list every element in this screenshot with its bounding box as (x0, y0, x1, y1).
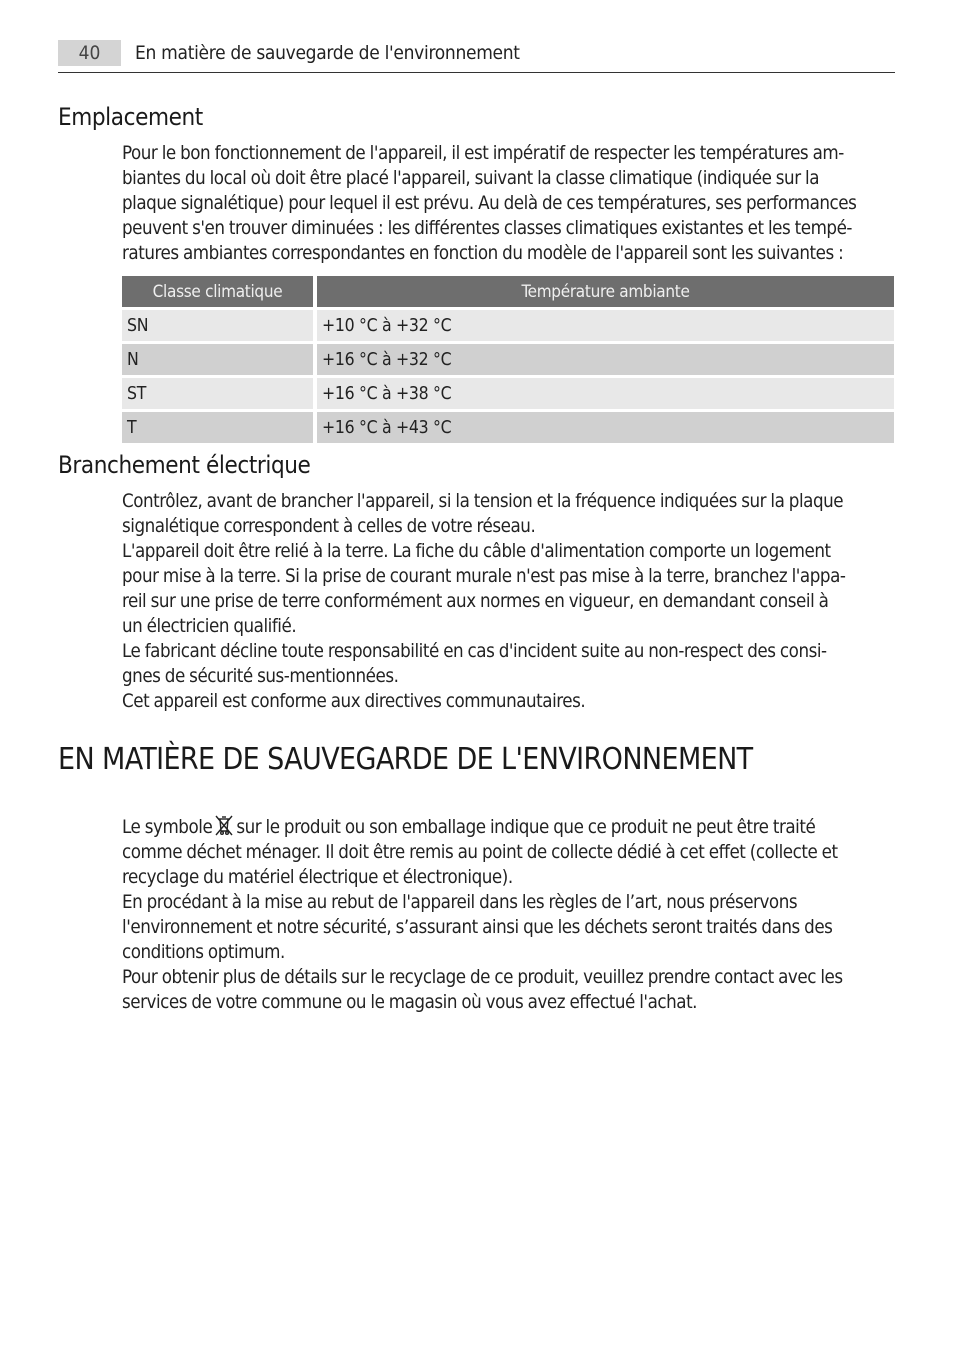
text-line: L'appareil doit être relié à la terre. La fiche du câble d'alimentation comporte un logement (122, 541, 831, 562)
text-line: ratures ambiantes correspondantes en fonction du modèle de l'appareil sont les suivantes : (122, 243, 844, 264)
text-line: conditions optimum. (122, 942, 285, 963)
section-title-environnement: EN MATIÈRE DE SAUVEGARDE DE L'ENVIRONNEMENT (58, 742, 753, 777)
table-cell: +16 °C à +32 °C (313, 344, 894, 375)
text-after-icon: sur le produit ou son emballage indique que ce produit ne peut être traité (236, 817, 816, 838)
text-line: recyclage du matériel électrique et électronique). (122, 867, 513, 888)
table-cell: ST (122, 378, 313, 409)
climate-class-table (122, 273, 894, 446)
heading-emplacement: Emplacement (58, 103, 203, 131)
branchement-paragraph (122, 489, 902, 714)
text-line (122, 814, 902, 840)
table-row (122, 378, 894, 409)
crossed-out-wheelie-bin-icon (214, 814, 234, 836)
environnement-paragraph (122, 814, 902, 1015)
text-line: Le fabricant décline toute responsabilité en cas d'incident suite au non-respect des consi- (122, 641, 827, 662)
page-header (58, 40, 895, 73)
text-line: Cet appareil est conforme aux directives communautaires. (122, 691, 586, 712)
text-line: signalétique correspondent à celles de votre réseau. (122, 516, 536, 537)
heading-branchement: Branchement électrique (58, 451, 311, 479)
text-line: peuvent s'en trouver diminuées : les différentes classes climatiques existantes et les tempé- (122, 218, 853, 239)
column-header-temperature: Température ambiante (313, 276, 894, 307)
text-before-icon: Le symbole (122, 817, 213, 838)
page-number: 40 (58, 40, 121, 66)
text-line: gnes de sécurité sus-mentionnées. (122, 666, 399, 687)
emplacement-paragraph (122, 141, 902, 266)
text-line: En procédant à la mise au rebut de l'appareil dans les règles de l’art, nous préservons (122, 892, 798, 913)
text-line: Pour le bon fonctionnement de l'appareil, il est impératif de respecter les températures am- (122, 143, 844, 164)
text-line: l'environnement et notre sécurité, s’assurant ainsi que les déchets seront traités dans des (122, 917, 833, 938)
text-line: un électricien qualifié. (122, 616, 297, 637)
table-row (122, 344, 894, 375)
table-header-row (122, 276, 894, 307)
text-line: Contrôlez, avant de brancher l'appareil, si la tension et la fréquence indiquées sur la plaque (122, 491, 844, 512)
column-header-classe: Classe climatique (122, 276, 313, 307)
text-line: plaque signalétique) pour lequel il est prévu. Au delà de ces températures, ses performances (122, 193, 857, 214)
running-title: En matière de sauvegarde de l'environnement (135, 42, 520, 64)
text-line: pour mise à la terre. Si la prise de courant murale n'est pas mise à la terre, branchez l'appa- (122, 566, 846, 587)
table-cell: SN (122, 310, 313, 341)
text-line: biantes du local où doit être placé l'appareil, suivant la classe climatique (indiquée sur la (122, 168, 819, 189)
table-cell: T (122, 412, 313, 443)
text-line: reil sur une prise de terre conformément aux normes en vigueur, en demandant conseil à (122, 591, 829, 612)
table-cell: +10 °C à +32 °C (313, 310, 894, 341)
table-row (122, 310, 894, 341)
text-line: services de votre commune ou le magasin où vous avez effectué l'achat. (122, 992, 698, 1013)
table-cell: +16 °C à +43 °C (313, 412, 894, 443)
table-row (122, 412, 894, 443)
text-line: comme déchet ménager. Il doit être remis au point de collecte dédié à cet effet (collecte et (122, 842, 838, 863)
table-cell: +16 °C à +38 °C (313, 378, 894, 409)
text-line: Pour obtenir plus de détails sur le recyclage de ce produit, veuillez prendre contact avec les (122, 967, 843, 988)
table-cell: N (122, 344, 313, 375)
